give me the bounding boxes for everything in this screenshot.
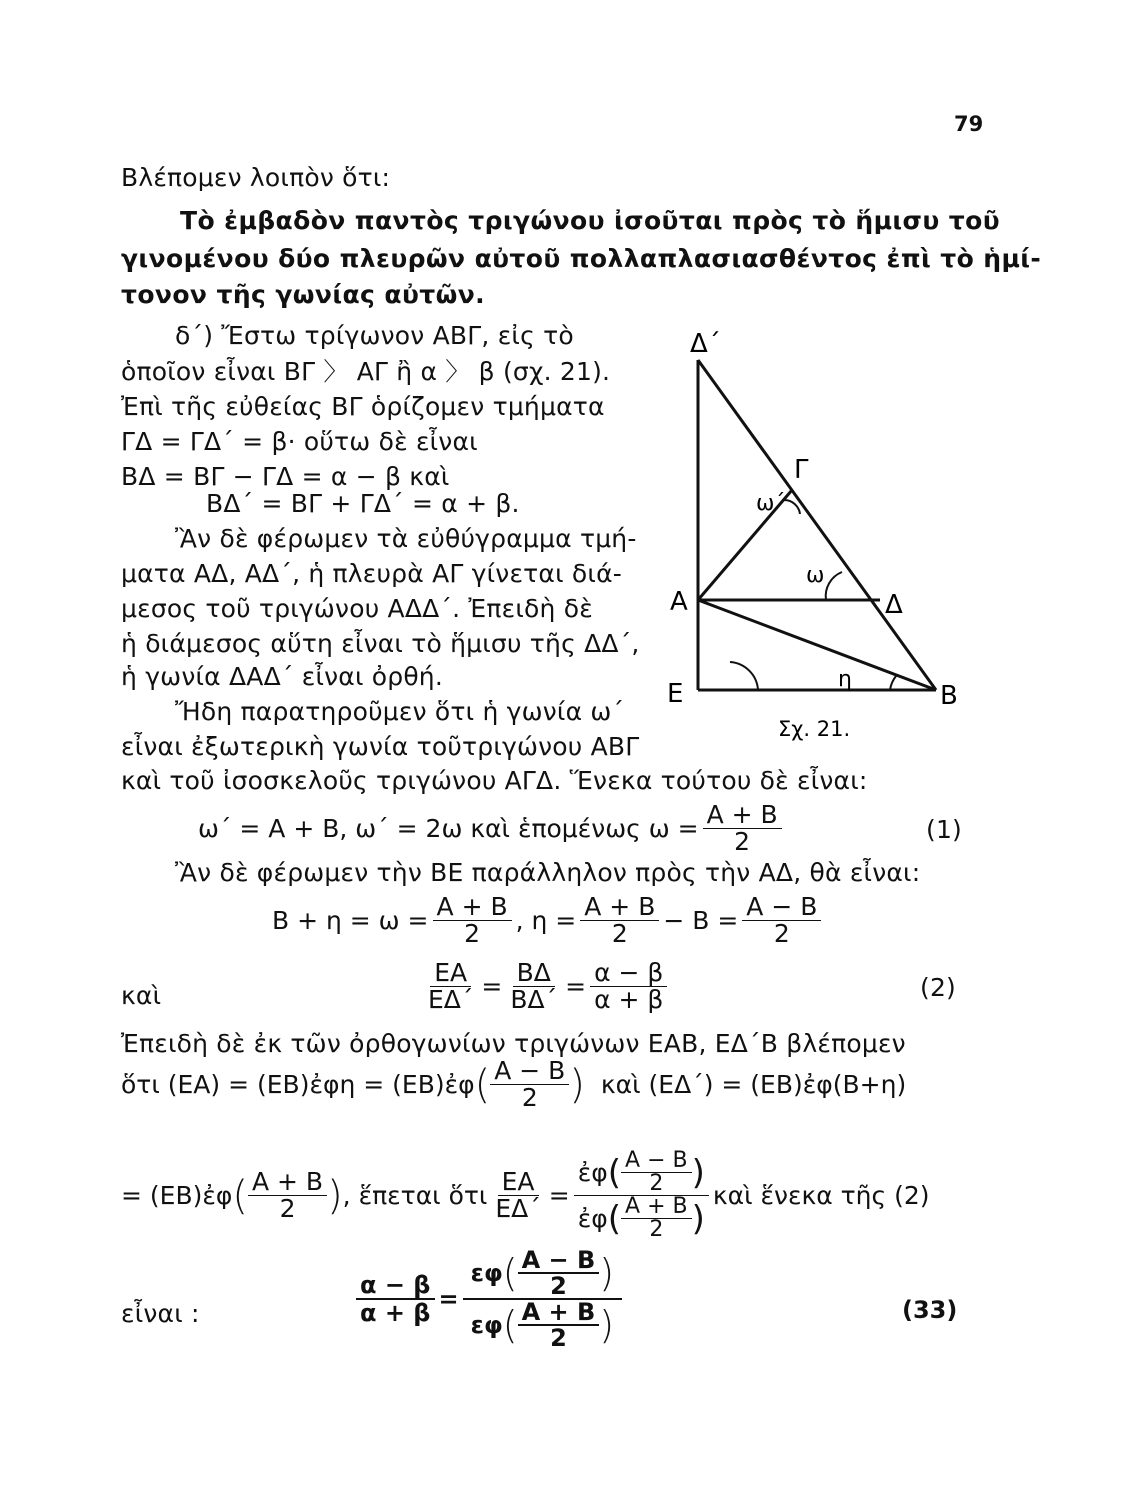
eq-tan-frac: [248, 1169, 327, 1222]
eq1-den: 2: [734, 827, 751, 856]
eq-ea-frac-num: Α − Β: [490, 1058, 569, 1085]
para-line-4: ΓΔ = ΓΔ΄ = β· οὕτω δὲ εἶναι: [121, 427, 478, 456]
eq-ea-paren-close: ): [569, 1061, 585, 1108]
eq-eta-part3: − Β =: [663, 905, 739, 935]
line-be: Ἂν δὲ φέρωμεν τὴν ΒΕ παράλληλον πρὸς τὴν ΑΔ, θὰ εἶναι:: [175, 858, 921, 887]
angle-arc-omega-prime: [784, 500, 800, 514]
eq-ea-part1: ὅτι (ΕΑ) = (ΕΒ)ἐφη = (ΕΒ)ἐφ: [121, 1069, 475, 1099]
eq2-frac2: [506, 960, 561, 1013]
eq33-inner-den-frac: [518, 1300, 600, 1350]
eq2-frac2-den: ΒΔ΄: [510, 985, 558, 1014]
eq-tan-part3: καὶ ἕνεκα τῆς (2): [712, 1180, 930, 1210]
eq-ea-frac: [490, 1058, 569, 1111]
eq-tan-big-frac: [574, 1150, 709, 1241]
eq33-pd-close: ): [599, 1303, 615, 1347]
eq2-kai: καὶ: [121, 981, 162, 1010]
equation-eta: [272, 894, 825, 947]
intro-line: Βλέπομεν λοιπὸν ὅτι:: [121, 163, 391, 192]
eq33-rnum: [463, 1248, 622, 1300]
eq-tan-pn-open: (: [607, 1152, 622, 1193]
eq2-frac1: [424, 960, 477, 1013]
eq33-left-frac: [356, 1272, 435, 1326]
eq-eta-frac3-num: Α − Β: [742, 894, 821, 921]
eq2-tag: (2): [920, 973, 957, 1002]
para-line-7: Ἂν δὲ φέρωμεν τὰ εὐθύγραμμα τμή-: [175, 524, 637, 553]
eq-eta-frac3-den: 2: [773, 919, 790, 948]
label-d-prime: Δ΄: [690, 329, 721, 359]
eq-tan-inner-den-frac: [621, 1196, 692, 1241]
eq-tan-ea-frac: [491, 1169, 544, 1222]
eq-tan-paren-open: (: [232, 1172, 248, 1219]
eq-tan-ef-2: ἐφ: [577, 1203, 608, 1233]
eq-tan-paren-close: ): [327, 1172, 343, 1219]
eq33-inner-num-frac: [518, 1248, 600, 1298]
eq-tan-pd-open: (: [607, 1198, 622, 1239]
eq-eta-part1: Β + η = ω =: [272, 905, 429, 935]
eq2-frac1-num: ΕΑ: [430, 960, 471, 987]
eq1-tag: (1): [926, 815, 963, 844]
para-line-9: μεσος τοῦ τριγώνου ΑΔΔ΄. Ἐπειδὴ δὲ: [121, 594, 593, 623]
label-w: ω: [806, 563, 825, 588]
page-number: 79: [954, 112, 984, 136]
eq33-pn-close: ): [599, 1251, 615, 1295]
para-line-6: ΒΔ΄ = ΒΓ + ΓΔ΄ = α + β.: [206, 489, 520, 518]
eq1-fraction: [703, 802, 782, 855]
eq33-ef-2: εφ: [470, 1311, 503, 1339]
theorem-line-2: γινομένου δύο πλευρῶν αὐτοῦ πολλαπλασιασθέντος ἐπὶ τὸ ἡμί-: [121, 244, 1042, 273]
eq-tan-part2: , ἕπεται ὅτι: [342, 1180, 488, 1210]
eq-tan-tn-num: Α − Β: [621, 1150, 692, 1173]
eq33-d-den: 2: [550, 1324, 567, 1352]
eq-ea-paren-open: (: [474, 1061, 491, 1108]
label-a: Α: [670, 587, 688, 617]
eq2-frac2-num: ΒΔ: [513, 960, 555, 987]
eq-tan-inner-num-frac: [621, 1150, 692, 1195]
eq-eta-frac1: [433, 894, 512, 947]
line-d-prime-b: [698, 360, 936, 690]
eq33-right-frac: [463, 1248, 622, 1350]
angle-arc-eta: [890, 676, 896, 690]
figure-caption: Σχ. 21.: [778, 717, 851, 741]
eq33-d-num: Α + Β: [518, 1300, 600, 1326]
eq-tan-ea: ΕΑ: [498, 1169, 539, 1196]
eq33-equals: =: [438, 1285, 459, 1313]
eq-tan-part1: = (ΕΒ)ἐφ: [121, 1180, 233, 1210]
eq-eta-frac2: [580, 894, 659, 947]
eq33-tag: (33): [902, 1296, 958, 1324]
label-b: Β: [940, 681, 958, 711]
right-angle-arc-e: [730, 662, 758, 690]
theorem-line-1: Τὸ ἐμβαδὸν παντὸς τριγώνου ἰσοῦται πρὸς τὸ ἥμισυ τοῦ: [180, 206, 1001, 235]
eq1-lhs: ω΄ = Α + Β, ω΄ = 2ω καὶ ἑπομένως ω =: [198, 813, 699, 843]
eq-tan-frac-num: Α + Β: [248, 1169, 327, 1196]
eq33-pd-open: (: [502, 1303, 518, 1347]
label-d: Δ: [885, 590, 903, 620]
eq2-equals-1: =: [481, 971, 503, 1001]
eq33-lnum: α − β: [356, 1272, 435, 1300]
label-g: Γ: [794, 455, 809, 485]
eq2-frac3-num: α − β: [590, 960, 667, 987]
para-line-1: δ΄) Ἔστω τρίγωνον ΑΒΓ, εἰς τὸ: [175, 321, 574, 350]
eq33-einai: εἶναι :: [121, 1299, 200, 1328]
eq-eta-frac1-den: 2: [464, 919, 481, 948]
line-right-triangles: Ἐπειδὴ δὲ ἐκ τῶν ὀρθογωνίων τριγώνων ΕΑΒ, ΕΔ΄Β βλέπομεν: [121, 1029, 906, 1058]
eq33-n-num: Α − Β: [518, 1248, 600, 1274]
para-line-13: εἶναι ἐξωτερικὴ γωνία τοῦτριγώνου ΑΒΓ: [121, 732, 640, 761]
eq-tan-pn-close: ): [691, 1152, 705, 1193]
equation-ea: [121, 1058, 906, 1111]
para-line-5: ΒΔ = ΒΓ − ΓΔ = α − β καὶ: [121, 462, 450, 491]
para-line-2: ὁποῖον εἶναι ΒΓ 〉 ΑΓ ἢ α 〉 β (σχ. 21).: [121, 357, 611, 386]
para-line-14: καὶ τοῦ ἰσοσκελοῦς τριγώνου ΑΓΔ. Ἕνεκα τούτου δὲ εἶναι:: [121, 766, 868, 795]
eq2-frac1-den: ΕΔ΄: [428, 985, 474, 1014]
para-line-8: ματα ΑΔ, ΑΔ΄, ἡ πλευρὰ ΑΓ γίνεται διά-: [121, 559, 622, 588]
eq-tan-ed: ΕΔ΄: [495, 1194, 541, 1223]
eq33-lden: α + β: [360, 1299, 431, 1327]
equation-33: [352, 1248, 626, 1350]
eq2-frac3: [590, 960, 667, 1013]
eq33-ef-1: εφ: [470, 1259, 503, 1287]
eq2-equals-2: =: [565, 971, 587, 1001]
para-line-12: Ἤδη παρατηροῦμεν ὅτι ἡ γωνία ω΄: [175, 697, 625, 726]
eq2-frac3-den: α + β: [594, 985, 664, 1014]
eq-tan-equals: =: [548, 1180, 570, 1210]
label-w-prime: ω΄: [756, 491, 786, 516]
eq33-n-den: 2: [550, 1272, 567, 1300]
eq-tan-frac-den: 2: [279, 1194, 296, 1223]
eq-tan-big-den: [574, 1196, 709, 1241]
para-line-3: Ἐπὶ τῆς εὐθείας ΒΓ ὁρίζομεν τμήματα: [121, 392, 605, 421]
label-eta: η: [838, 667, 852, 692]
equation-2: [420, 960, 671, 1013]
equation-tan-line: [121, 1150, 930, 1241]
para-line-11: ἡ γωνία ΔΑΔ΄ εἶναι ὀρθή.: [121, 662, 443, 691]
eq-ea-frac-den: 2: [521, 1083, 538, 1112]
eq-tan-ef-1: ἐφ: [577, 1157, 608, 1187]
eq-tan-td-den: 2: [649, 1217, 664, 1242]
eq-eta-frac1-num: Α + Β: [433, 894, 512, 921]
eq-eta-part2: , η =: [515, 905, 577, 935]
angle-arc-omega: [826, 572, 842, 600]
eq33-rden: [463, 1300, 622, 1350]
eq-eta-frac2-num: Α + Β: [580, 894, 659, 921]
eq-tan-big-num: [574, 1150, 709, 1196]
label-e: Ε: [667, 679, 684, 709]
eq1-num: Α + Β: [703, 802, 782, 829]
eq-eta-frac3: [742, 894, 821, 947]
eq-tan-td-num: Α + Β: [621, 1196, 692, 1219]
eq-eta-frac2-den: 2: [611, 919, 628, 948]
para-line-10: ἡ διάμεσος αὕτη εἶναι τὸ ἥμισυ τῆς ΔΔ΄,: [121, 629, 640, 658]
figure-21: [660, 320, 980, 750]
eq-tan-pd-close: ): [691, 1198, 705, 1239]
equation-1: [198, 802, 786, 855]
eq-ea-part2: καὶ (ΕΔ΄) = (ΕΒ)ἐφ(Β+η): [600, 1069, 907, 1099]
eq33-pn-open: (: [502, 1251, 518, 1295]
eq-tan-tn-den: 2: [649, 1171, 664, 1196]
theorem-line-3: τονον τῆς γωνίας αὐτῶν.: [121, 280, 486, 309]
